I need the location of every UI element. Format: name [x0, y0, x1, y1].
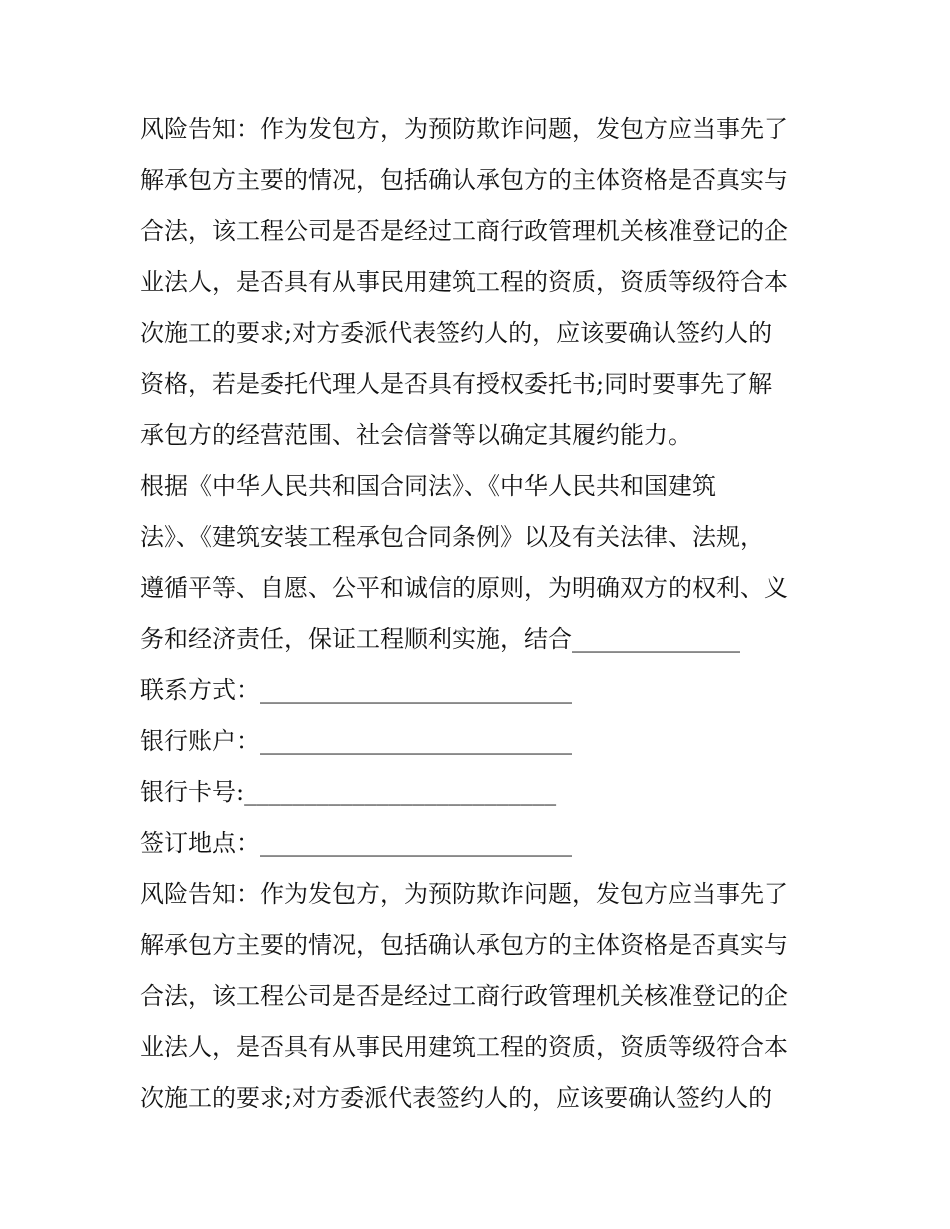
document-body [140, 104, 820, 1124]
bank-account-field-line: 银行账户：__________________________ [140, 727, 572, 755]
text-line: 业法人，是否具有从事民用建筑工程的资质，资质等级符合本 [140, 1033, 788, 1061]
text-line: 业法人，是否具有从事民用建筑工程的资质，资质等级符合本 [140, 268, 788, 296]
text-line: 解承包方主要的情况，包括确认承包方的主体资格是否真实与 [140, 166, 788, 194]
text-line: 遵循平等、自愿、公平和诚信的原则，为明确双方的权利、义 [140, 574, 788, 602]
text-line: 资格，若是委托代理人是否具有授权委托书;同时要事先了解 [140, 370, 773, 398]
signing-place-field-line: 签订地点：__________________________ [140, 829, 572, 857]
text-line: 解承包方主要的情况，包括确认承包方的主体资格是否真实与 [140, 931, 788, 959]
text-line: 合法，该工程公司是否是经过工商行政管理机关核准登记的企 [140, 982, 788, 1010]
text-line: 承包方的经营范围、社会信誉等以确定其履约能力。 [140, 421, 692, 449]
bank-card-field-line: 银行卡号:__________________________ [140, 778, 557, 806]
text-line: 次施工的要求;对方委派代表签约人的，应该要确认签约人的 [140, 1084, 773, 1112]
contact-field-line: 联系方式：__________________________ [140, 676, 572, 704]
text-line: 次施工的要求;对方委派代表签约人的，应该要确认签约人的 [140, 319, 773, 347]
text-line: 合法，该工程公司是否是经过工商行政管理机关核准登记的企 [140, 217, 788, 245]
text-line: 务和经济责任，保证工程顺利实施，结合______________ [140, 625, 740, 653]
text-line: 法》、《建筑安装工程承包合同条例》以及有关法律、法规， [140, 523, 764, 551]
text-line: 风险告知：作为发包方，为预防欺诈问题，发包方应当事先了 [140, 115, 788, 143]
text-line: 风险告知：作为发包方，为预防欺诈问题，发包方应当事先了 [140, 880, 788, 908]
text-line: 根据《中华人民共和国合同法》、《中华人民共和国建筑 [140, 472, 716, 500]
